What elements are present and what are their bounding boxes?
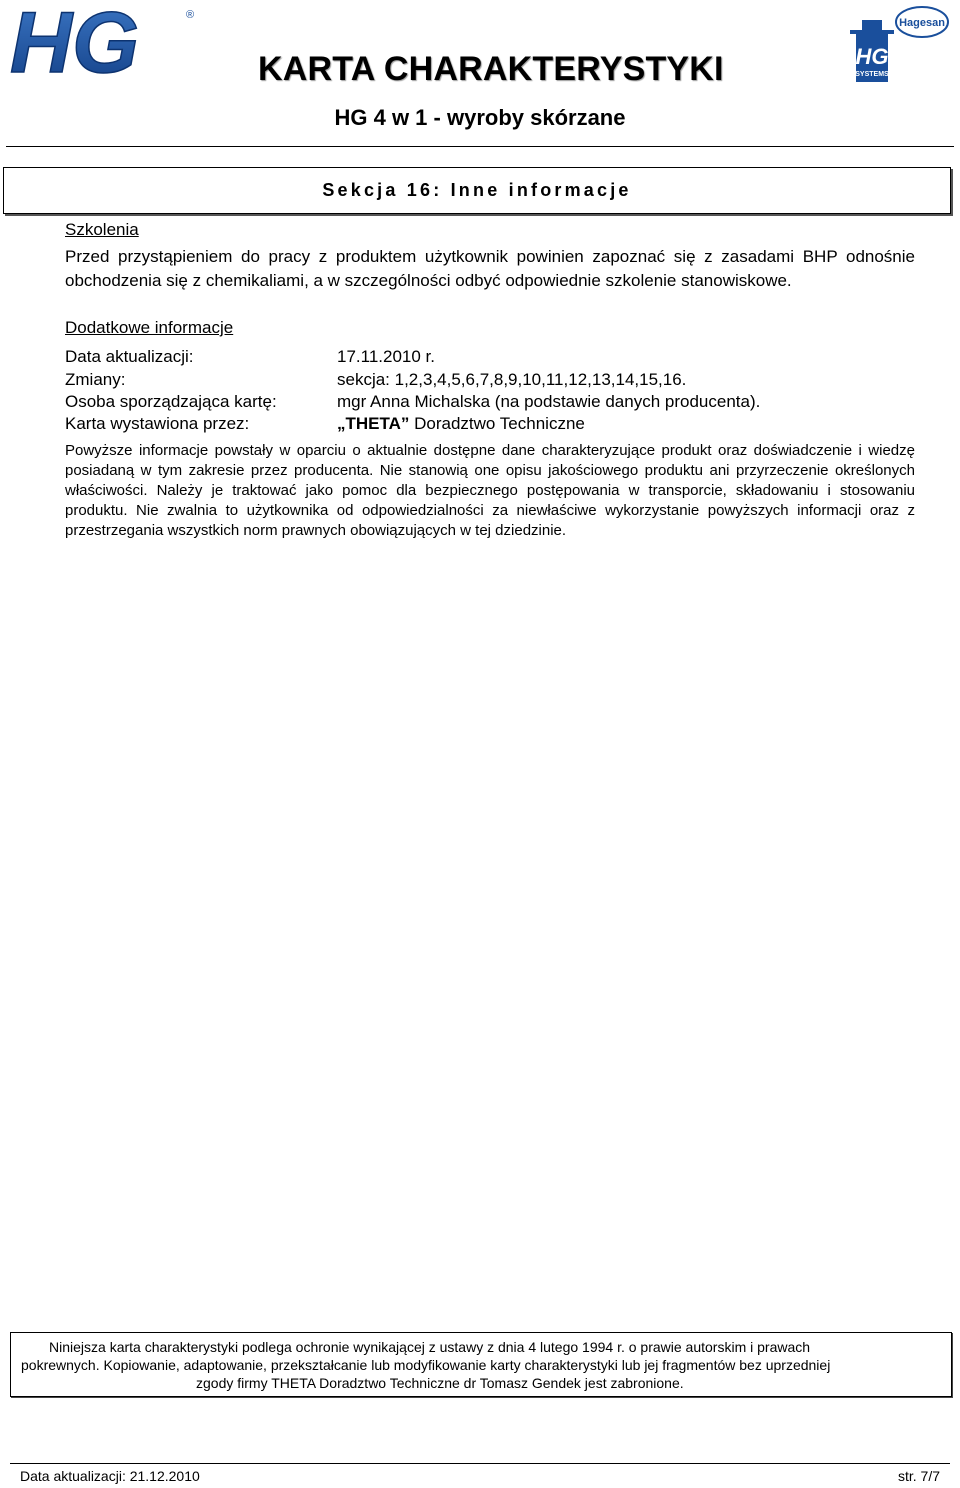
author-value: mgr Anna Michalska (na podstawie danych producenta). — [337, 392, 761, 411]
changes-value: sekcja: 1,2,3,4,5,6,7,8,9,10,11,12,13,14,15,16. — [337, 370, 687, 389]
footer-divider — [10, 1463, 950, 1464]
section-header-box — [3, 167, 951, 214]
copyright-line-2: pokrewnych. Kopiowanie, adaptowanie, przekształcanie lub modyfikowanie karty charakterystyki lub jej fragmentów bez uprzedniej — [21, 1357, 831, 1373]
training-text: Przed przystąpieniem do pracy z produktem użytkownik powinien zapoznać się z zasadami BHP odnośnie obchodzenia się z chemikaliami, a w szczególności odbyć odpowiednie szkolenie stanowiskowe. — [65, 247, 915, 290]
author-label: Osoba sporządzająca kartę: — [65, 392, 277, 411]
training-heading: Szkolenia — [65, 220, 139, 239]
update-date-label: Data aktualizacji: — [65, 347, 194, 366]
issuer-label: Karta wystawiona przez: — [65, 414, 250, 433]
hg-logo-text: HG — [10, 2, 139, 82]
document-subtitle: HG 4 w 1 - wyroby skórzane — [334, 105, 626, 130]
update-date-value: 17.11.2010 r. — [337, 347, 435, 366]
footer-update-date: Data aktualizacji: 21.12.2010 — [20, 1468, 200, 1484]
section-title: Sekcja 16: Inne informacje — [322, 180, 632, 200]
page-number: str. 7/7 — [897, 1468, 940, 1484]
hg-logo — [6, 2, 202, 82]
additional-info-heading: Dodatkowe informacje — [65, 318, 234, 337]
svg-text:HG: HG — [855, 44, 889, 69]
svg-text:SYSTEMS: SYSTEMS — [855, 71, 889, 78]
hagesan-text: Hagesan — [899, 17, 945, 29]
issuer-desc: Doradztwo Techniczne — [409, 414, 585, 433]
disclaimer-text: Powyższe informacje powstały w oparciu o aktualnie dostępne dane charakteryzujące produkt oraz doświadczenie i wiedzę posiadaną w tym zakresie przez producenta. Nie stanowią one opisu jakościowego produktu ani przyrzeczenie określonych właściwości. Należy je traktować jako pomoc dla bezpiecznego postępowania w transporcie, składowaniu i stosowaniu produktu. Nie zwalnia to użytkownika od odpowiedzialności za niewłaściwe wykorzystanie powyższych informacji oraz z przestrzegania wszystkich norm prawnych obowiązujących w tej dziedzinie. — [65, 442, 915, 539]
copyright-notice-box — [10, 1332, 952, 1397]
issuer-name: „THETA” — [337, 414, 410, 433]
issuer-value — [337, 414, 585, 434]
copyright-line-1: Niniejsza karta charakterystyki podlega ochronie wynikającej z ustawy z dnia 4 lutego 1994 r. o prawie autorskim i prawach — [49, 1339, 811, 1355]
changes-label: Zmiany: — [65, 370, 126, 389]
hagesan-hg-systems-logo — [842, 4, 950, 84]
header-divider — [6, 146, 954, 147]
document-title: KARTA CHARAKTERYSTYKI — [258, 50, 724, 88]
copyright-line-3: zgody firmy THETA Doradztwo Techniczne dr Tomasz Gendek jest zabronione. — [196, 1375, 684, 1391]
registered-mark: ® — [186, 9, 195, 21]
